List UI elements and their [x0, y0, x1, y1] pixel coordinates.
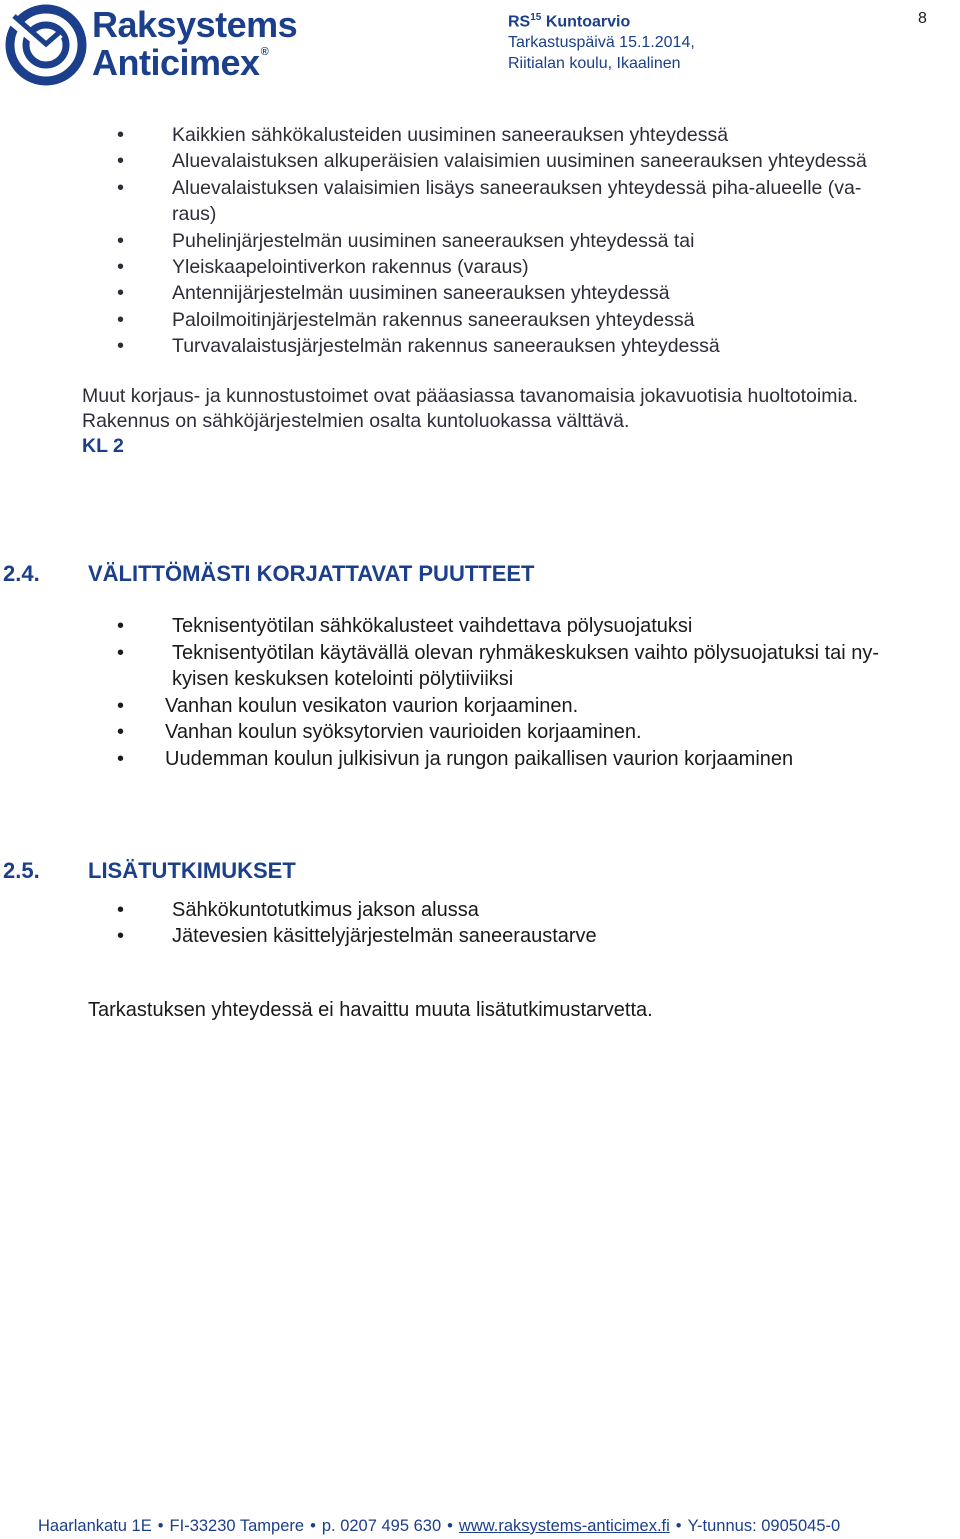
footer-postal: FI-33230 Tampere: [169, 1517, 305, 1535]
logo-mark-icon: [4, 4, 88, 86]
bullet-icon: •: [117, 308, 125, 331]
bullet-icon: •: [117, 925, 125, 948]
list-item-text: Yleiskaapelointiverkon rakennus (varaus): [172, 256, 529, 279]
list-item: [117, 640, 958, 667]
page-number: 8: [918, 10, 927, 27]
page-header: [0, 0, 960, 90]
bullet-icon: •: [117, 615, 125, 637]
further-investigations-list: [117, 897, 952, 950]
footer-separator: •: [675, 1517, 682, 1535]
list-item: [117, 897, 952, 923]
list-item: [117, 923, 952, 949]
bullet-icon: •: [117, 694, 125, 717]
list-item: [117, 746, 958, 773]
logo-text-anticimex: [92, 42, 268, 84]
list-item: [117, 719, 958, 746]
bullet-icon: •: [117, 256, 125, 279]
list-item: [117, 122, 952, 148]
bullet-icon: •: [117, 229, 125, 252]
logo-text-anticimex-label: Anticimex: [92, 42, 260, 83]
list-item-text: Uudemman koulun julkisivun ja rungon paikallisen vaurion korjaaminen: [165, 747, 794, 770]
footer-address: Haarlankatu 1E: [38, 1517, 152, 1535]
list-item: [117, 280, 952, 306]
section-heading-2-4: [3, 561, 603, 589]
list-item: [117, 307, 952, 333]
document-title: [508, 7, 695, 32]
doc-title-prefix: RS: [508, 13, 531, 31]
list-item-text: kyisen keskuksen kotelointi pölytiiviiksi: [172, 668, 514, 690]
document-info: [508, 7, 695, 74]
bullet-icon: •: [117, 899, 125, 921]
summary-line: Muut korjaus- ja kunnostustoimet ovat pääasiassa tavanomaisia jokavuotisia huoltotoimia.: [82, 385, 859, 407]
summary-paragraph: [82, 384, 858, 434]
bullet-icon: •: [117, 282, 125, 305]
page-footer: [38, 1517, 840, 1536]
footer-phone: p. 0207 495 630: [321, 1517, 442, 1535]
list-item: [117, 333, 952, 359]
electrical-measures-list: [117, 122, 952, 360]
list-item-continuation: [172, 201, 952, 227]
section-number: 2.5.: [3, 858, 40, 883]
bullet-icon: •: [117, 124, 125, 146]
list-item: [117, 254, 952, 280]
doc-title-sup: 15: [530, 12, 542, 23]
list-item-text: Aluevalaistuksen alkuperäisien valaisimien uusiminen saneerauksen yhteydessä: [172, 150, 867, 173]
list-item-text: raus): [172, 203, 217, 226]
list-item-text: Antennijärjestelmän uusiminen saneerauksen yhteydessä: [172, 282, 670, 305]
list-item: [117, 228, 952, 254]
list-item: [117, 175, 952, 201]
inspection-date: Tarkastuspäivä 15.1.2014,: [508, 34, 695, 52]
immediate-repairs-list: [117, 613, 958, 772]
company-logo: [4, 4, 314, 86]
list-item: [117, 693, 958, 720]
section-number: 2.4.: [3, 561, 40, 586]
inspection-location: Riitialan koulu, Ikaalinen: [508, 55, 681, 73]
list-item-continuation: [172, 666, 958, 693]
logo-text-raksystems: Raksystems: [92, 4, 298, 45]
list-item: [117, 613, 958, 640]
list-item-text: Kaikkien sähkökalusteiden uusiminen saneerauksen yhteydessä: [172, 124, 729, 146]
footer-separator: •: [157, 1517, 164, 1535]
bullet-icon: •: [117, 747, 125, 770]
footer-separator: •: [310, 1517, 316, 1535]
list-item: [117, 148, 952, 174]
list-item-text: Jätevesien käsittelyjärjestelmän saneeraustarve: [172, 925, 597, 948]
footer-separator: •: [447, 1517, 453, 1535]
registered-mark: ®: [260, 46, 269, 58]
conclusion-text: Tarkastuksen yhteydessä ei havaittu muuta lisätutkimustarvetta.: [88, 999, 653, 1021]
list-item-text: Aluevalaistuksen valaisimien lisäys saneerauksen yhteydessä piha-alueelle (va-: [172, 176, 862, 199]
bullet-icon: •: [117, 335, 125, 358]
summary-line: Rakennus on sähköjärjestelmien osalta kuntoluokassa välttävä.: [82, 410, 630, 432]
section-title: LISÄTUTKIMUKSET: [88, 858, 296, 883]
footer-website-link[interactable]: www.raksystems-anticimex.fi: [458, 1517, 670, 1535]
list-item-text: Teknisentyötilan käytävällä olevan ryhmäkeskuksen vaihto pölysuojatuksi tai ny-: [172, 641, 880, 664]
condition-class: KL 2: [82, 435, 124, 457]
bullet-icon: •: [117, 150, 125, 173]
doc-title-suffix: Kuntoarvio: [545, 13, 631, 31]
section-title: VÄLITTÖMÄSTI KORJATTAVAT PUUTTEET: [88, 561, 535, 586]
list-item-text: Vanhan koulun vesikaton vaurion korjaaminen.: [165, 694, 579, 717]
list-item-text: Paloilmoitinjärjestelmän rakennus saneerauksen yhteydessä: [172, 308, 695, 331]
section-heading-2-5: [3, 858, 603, 886]
footer-business-id: Y-tunnus: 0905045-0: [687, 1517, 841, 1535]
list-item-text: Teknisentyötilan sähkökalusteet vaihdettava pölysuojatuksi: [172, 615, 693, 637]
list-item-text: Vanhan koulun syöksytorvien vaurioiden korjaaminen.: [165, 721, 642, 743]
bullet-icon: •: [117, 176, 125, 199]
bullet-icon: •: [117, 641, 125, 664]
bullet-icon: •: [117, 721, 125, 743]
list-item-text: Sähkökuntotutkimus jakson alussa: [172, 899, 479, 921]
list-item-text: Puhelinjärjestelmän uusiminen saneerauksen yhteydessä tai: [172, 229, 695, 252]
list-item-text: Turvavalaistusjärjestelmän rakennus saneerauksen yhteydessä: [172, 335, 720, 358]
